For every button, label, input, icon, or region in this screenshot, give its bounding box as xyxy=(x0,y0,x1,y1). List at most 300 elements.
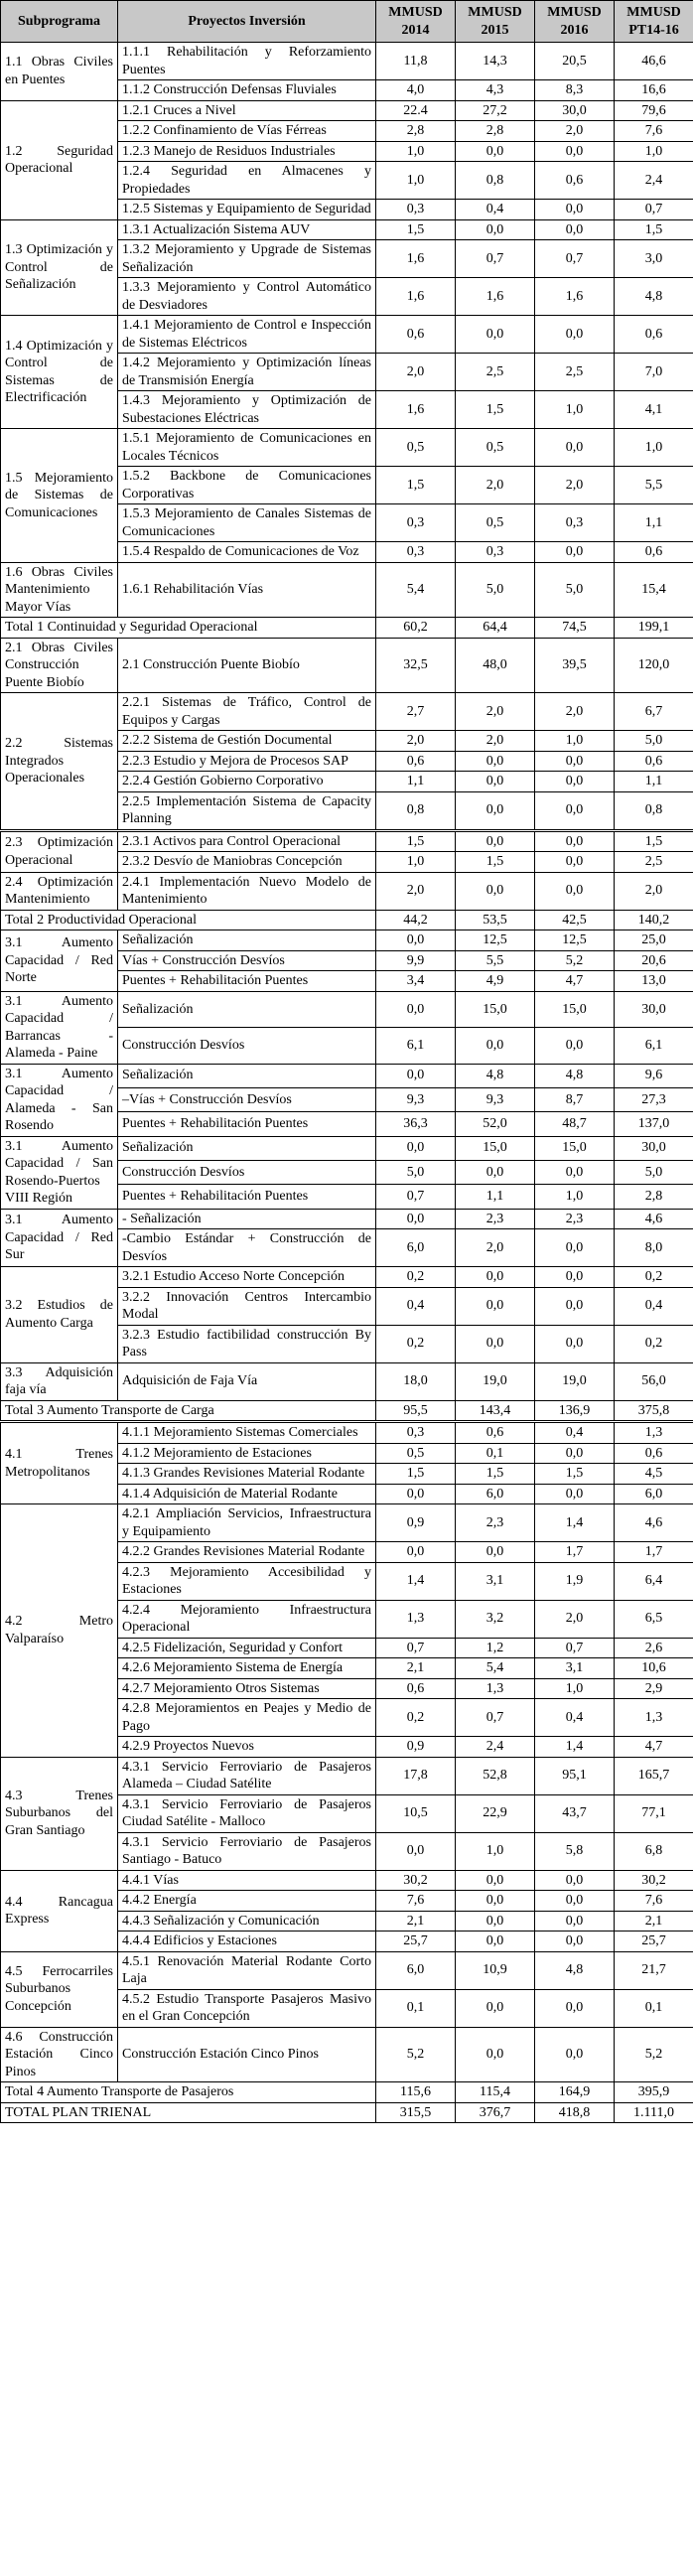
value-cell: 8,3 xyxy=(535,80,615,101)
value-cell: 1,1 xyxy=(615,772,693,792)
subprogram-cell: 2.2 Sistemas Integrados Operacionales xyxy=(1,693,118,831)
project-cell: Puentes + Rehabilitación Puentes xyxy=(118,971,376,992)
value-cell: 1,3 xyxy=(615,1699,693,1737)
value-cell: 4,8 xyxy=(535,1064,615,1087)
value-cell: 2,0 xyxy=(535,121,615,142)
value-cell: 25,7 xyxy=(376,1932,456,1952)
value-cell: 1,6 xyxy=(376,391,456,429)
value-cell: 12,5 xyxy=(456,930,535,951)
total-value: 115,6 xyxy=(376,2082,456,2103)
value-cell: 0,3 xyxy=(376,542,456,563)
value-cell: 4,7 xyxy=(615,1737,693,1758)
value-cell: 0,6 xyxy=(615,1443,693,1464)
project-cell: –Vías + Construcción Desvíos xyxy=(118,1087,376,1111)
value-cell: 2,0 xyxy=(376,872,456,910)
value-cell: 0,0 xyxy=(535,1267,615,1288)
project-cell: 1.3.2 Mejoramiento y Upgrade de Sistemas Señalización xyxy=(118,240,376,278)
value-cell: 1,5 xyxy=(376,467,456,504)
total-label: Total 3 Aumento Transporte de Carga xyxy=(1,1400,376,1422)
value-cell: 120,0 xyxy=(615,638,693,693)
grand-total-row xyxy=(1,2102,693,2123)
value-cell: 0,0 xyxy=(376,1136,456,1160)
value-cell: 11,8 xyxy=(376,43,456,80)
value-cell: 1,4 xyxy=(535,1737,615,1758)
value-cell: 0,6 xyxy=(615,542,693,563)
value-cell: 1,0 xyxy=(615,141,693,162)
table-row xyxy=(1,43,693,80)
value-cell: 5,2 xyxy=(615,2027,693,2082)
value-cell: 0,0 xyxy=(535,1911,615,1932)
value-cell: 2,9 xyxy=(615,1678,693,1699)
value-cell: 0,0 xyxy=(535,316,615,354)
value-cell: 0,5 xyxy=(376,429,456,467)
value-cell: 0,0 xyxy=(535,1325,615,1362)
project-cell: 2.3.2 Desvío de Maniobras Concepción xyxy=(118,852,376,873)
value-cell: 1,3 xyxy=(456,1678,535,1699)
table-row xyxy=(1,2027,693,2082)
value-cell: 2,0 xyxy=(535,693,615,731)
value-cell: 19,0 xyxy=(535,1362,615,1400)
table-row xyxy=(1,1951,693,1989)
value-cell: 0,0 xyxy=(535,1028,615,1065)
value-cell: 165,7 xyxy=(615,1757,693,1794)
value-cell: 10,5 xyxy=(376,1794,456,1832)
value-cell: 2,6 xyxy=(615,1638,693,1658)
subprogram-cell: 4.6 Construcción Estación Cinco Pinos xyxy=(1,2027,118,2082)
value-cell: 15,0 xyxy=(456,991,535,1028)
subprogram-cell: 1.3 Optimización y Control de Señalización xyxy=(1,219,118,316)
value-cell: 1,6 xyxy=(456,278,535,316)
value-cell: 1,4 xyxy=(535,1504,615,1542)
value-cell: 1,0 xyxy=(535,391,615,429)
value-cell: 1,5 xyxy=(535,1464,615,1485)
value-cell: 2,0 xyxy=(456,467,535,504)
value-cell: 0,0 xyxy=(535,1484,615,1504)
table-row xyxy=(1,219,693,240)
value-cell: 77,1 xyxy=(615,1794,693,1832)
table-row xyxy=(1,1064,693,1087)
value-cell: 0,0 xyxy=(376,930,456,951)
value-cell: 2,3 xyxy=(456,1504,535,1542)
total-row xyxy=(1,2082,693,2103)
subprogram-cell: 3.1 Aumento Capacidad / San Rosendo-Puertos VIII Región xyxy=(1,1136,118,1209)
value-cell: 0,0 xyxy=(535,1870,615,1891)
value-cell: 0,0 xyxy=(456,1989,535,2027)
value-cell: 0,0 xyxy=(535,1229,615,1267)
value-cell: 5,8 xyxy=(535,1832,615,1870)
value-cell: 20,6 xyxy=(615,950,693,971)
value-cell: 0,6 xyxy=(376,1678,456,1699)
value-cell: 0,8 xyxy=(376,791,456,830)
value-cell: 22,9 xyxy=(456,1794,535,1832)
table-body xyxy=(1,43,693,2123)
value-cell: 0,6 xyxy=(376,316,456,354)
value-cell: 6,7 xyxy=(615,693,693,731)
value-cell: 0,7 xyxy=(535,240,615,278)
subprogram-cell: 1.5 Mejoramiento de Sistemas de Comunicaciones xyxy=(1,429,118,563)
value-cell: 0,5 xyxy=(456,504,535,542)
table-row xyxy=(1,830,693,852)
value-cell: 3,1 xyxy=(535,1658,615,1679)
value-cell: 4,6 xyxy=(615,1504,693,1542)
value-cell: 2,8 xyxy=(376,121,456,142)
project-cell: 4.2.9 Proyectos Nuevos xyxy=(118,1737,376,1758)
value-cell: 2,0 xyxy=(615,872,693,910)
project-cell: Puentes + Rehabilitación Puentes xyxy=(118,1185,376,1209)
value-cell: 0,0 xyxy=(535,791,615,830)
value-cell: 0,3 xyxy=(376,1422,456,1444)
value-cell: 0,1 xyxy=(376,1989,456,2027)
project-cell: Vías + Construcción Desvíos xyxy=(118,950,376,971)
value-cell: 2,0 xyxy=(456,693,535,731)
subprogram-cell: 2.3 Optimización Operacional xyxy=(1,830,118,872)
value-cell: 8,0 xyxy=(615,1229,693,1267)
value-cell: 0,0 xyxy=(535,542,615,563)
project-cell: Señalización xyxy=(118,930,376,951)
subprogram-cell: 3.2 Estudios de Aumento Carga xyxy=(1,1267,118,1363)
project-cell: 4.3.1 Servicio Ferroviario de Pasajeros Alameda – Ciudad Satélite xyxy=(118,1757,376,1794)
subprogram-cell: 4.1 Trenes Metropolitanos xyxy=(1,1422,118,1504)
value-cell: 30,2 xyxy=(376,1870,456,1891)
total-value: 395,9 xyxy=(615,2082,693,2103)
value-cell: 0,1 xyxy=(456,1443,535,1464)
value-cell: 7,0 xyxy=(615,354,693,391)
value-cell: 3,1 xyxy=(456,1562,535,1600)
project-cell: 2.4.1 Implementación Nuevo Modelo de Mantenimiento xyxy=(118,872,376,910)
project-cell: Adquisición de Faja Vía xyxy=(118,1362,376,1400)
subprogram-cell: 1.1 Obras Civiles en Puentes xyxy=(1,43,118,101)
project-cell: 4.3.1 Servicio Ferroviario de Pasajeros Santiago - Batuco xyxy=(118,1832,376,1870)
value-cell: 0,4 xyxy=(376,1287,456,1325)
value-cell: 2,8 xyxy=(456,121,535,142)
value-cell: 5,0 xyxy=(456,562,535,618)
project-cell: 2.2.5 Implementación Sistema de Capacity Planning xyxy=(118,791,376,830)
table-row xyxy=(1,1209,693,1229)
value-cell: 1,4 xyxy=(376,1562,456,1600)
total-value: 64,4 xyxy=(456,618,535,639)
value-cell: 5,5 xyxy=(615,467,693,504)
value-cell: 0,0 xyxy=(456,1325,535,1362)
table-row xyxy=(1,316,693,354)
value-cell: 9,3 xyxy=(376,1087,456,1111)
value-cell: 0,7 xyxy=(376,1185,456,1209)
value-cell: 0,0 xyxy=(456,872,535,910)
value-cell: 2,3 xyxy=(456,1209,535,1229)
value-cell: 0,0 xyxy=(376,1542,456,1563)
value-cell: 2,5 xyxy=(456,354,535,391)
total-label: Total 4 Aumento Transporte de Pasajeros xyxy=(1,2082,376,2103)
value-cell: 1,6 xyxy=(376,240,456,278)
value-cell: 79,6 xyxy=(615,100,693,121)
value-cell: 1,5 xyxy=(615,219,693,240)
value-cell: 0,6 xyxy=(376,751,456,772)
value-cell: 0,0 xyxy=(456,316,535,354)
value-cell: 0,0 xyxy=(535,219,615,240)
value-cell: 7,6 xyxy=(376,1891,456,1912)
value-cell: 9,3 xyxy=(456,1087,535,1111)
value-cell: 1,3 xyxy=(615,1422,693,1444)
value-cell: 0,4 xyxy=(535,1699,615,1737)
value-cell: 6,8 xyxy=(615,1832,693,1870)
table-row xyxy=(1,1362,693,1400)
total-label: TOTAL PLAN TRIENAL xyxy=(1,2102,376,2123)
value-cell: 27,2 xyxy=(456,100,535,121)
value-cell: 0,3 xyxy=(376,504,456,542)
value-cell: 5,0 xyxy=(615,731,693,752)
value-cell: 52,0 xyxy=(456,1112,535,1136)
value-cell: 1,7 xyxy=(535,1542,615,1563)
project-cell: 1.5.1 Mejoramiento de Comunicaciones en Locales Técnicos xyxy=(118,429,376,467)
table-row xyxy=(1,1870,693,1891)
value-cell: 14,3 xyxy=(456,43,535,80)
value-cell: 52,8 xyxy=(456,1757,535,1794)
project-cell: 1.3.1 Actualización Sistema AUV xyxy=(118,219,376,240)
project-cell: 1.1.1 Rehabilitación y Reforzamiento Puentes xyxy=(118,43,376,80)
value-cell: 2,0 xyxy=(456,731,535,752)
project-cell: 4.2.2 Grandes Revisiones Material Rodante xyxy=(118,1542,376,1563)
subprogram-cell: 4.4 Rancagua Express xyxy=(1,1870,118,1951)
total-value: 418,8 xyxy=(535,2102,615,2123)
value-cell: 2,4 xyxy=(615,162,693,200)
project-cell: 4.2.7 Mejoramiento Otros Sistemas xyxy=(118,1678,376,1699)
total-value: 199,1 xyxy=(615,618,693,639)
value-cell: 0,0 xyxy=(456,1911,535,1932)
value-cell: 6,0 xyxy=(456,1484,535,1504)
value-cell: 4,3 xyxy=(456,80,535,101)
value-cell: 0,0 xyxy=(535,830,615,852)
value-cell: 22.4 xyxy=(376,100,456,121)
value-cell: 1,5 xyxy=(615,830,693,852)
subprogram-cell: 1.6 Obras Civiles Mantenimiento Mayor Vías xyxy=(1,562,118,618)
value-cell: 2,0 xyxy=(456,1229,535,1267)
value-cell: 4,7 xyxy=(535,971,615,992)
value-cell: 0,7 xyxy=(535,1638,615,1658)
value-cell: 95,1 xyxy=(535,1757,615,1794)
project-cell: 4.4.2 Energía xyxy=(118,1891,376,1912)
value-cell: 0,4 xyxy=(615,1287,693,1325)
table-row xyxy=(1,1504,693,1542)
total-value: 315,5 xyxy=(376,2102,456,2123)
value-cell: 2,8 xyxy=(615,1185,693,1209)
value-cell: 15,0 xyxy=(535,1136,615,1160)
value-cell: 1,5 xyxy=(376,1464,456,1485)
value-cell: 1,3 xyxy=(376,1600,456,1638)
value-cell: 2,4 xyxy=(456,1737,535,1758)
table-row xyxy=(1,930,693,951)
project-cell: 4.1.2 Mejoramiento de Estaciones xyxy=(118,1443,376,1464)
project-cell: Construcción Estación Cinco Pinos xyxy=(118,2027,376,2082)
value-cell: 16,6 xyxy=(615,80,693,101)
project-cell: 4.5.2 Estudio Transporte Pasajeros Masivo en el Gran Concepción xyxy=(118,1989,376,2027)
total-label: Total 1 Continuidad y Seguridad Operacional xyxy=(1,618,376,639)
value-cell: 5,4 xyxy=(456,1658,535,1679)
value-cell: 9,6 xyxy=(615,1064,693,1087)
project-cell: 2.2.4 Gestión Gobierno Corporativo xyxy=(118,772,376,792)
value-cell: 0,5 xyxy=(376,1443,456,1464)
value-cell: 0,9 xyxy=(376,1737,456,1758)
value-cell: 13,0 xyxy=(615,971,693,992)
subprogram-cell: 2.4 Optimización Mantenimiento xyxy=(1,872,118,910)
value-cell: 0,2 xyxy=(376,1325,456,1362)
subprogram-cell: 3.3 Adquisición faja vía xyxy=(1,1362,118,1400)
total-label: Total 2 Productividad Operacional xyxy=(1,910,376,930)
value-cell: 1,5 xyxy=(456,1464,535,1485)
value-cell: 1,5 xyxy=(456,391,535,429)
project-cell: 4.4.1 Vías xyxy=(118,1870,376,1891)
value-cell: 0,2 xyxy=(615,1325,693,1362)
project-cell: 1.5.3 Mejoramiento de Canales Sistemas de Comunicaciones xyxy=(118,504,376,542)
value-cell: 0,0 xyxy=(456,1287,535,1325)
subprogram-cell: 4.5 Ferrocarriles Suburbanos Concepción xyxy=(1,1951,118,2027)
value-cell: 0,1 xyxy=(615,1989,693,2027)
project-cell: 3.2.2 Innovación Centros Intercambio Modal xyxy=(118,1287,376,1325)
project-cell: 2.2.2 Sistema de Gestión Documental xyxy=(118,731,376,752)
value-cell: 39,5 xyxy=(535,638,615,693)
project-cell: 1.1.2 Construcción Defensas Fluviales xyxy=(118,80,376,101)
total-value: 375,8 xyxy=(615,1400,693,1422)
value-cell: 10,9 xyxy=(456,1951,535,1989)
project-cell: Señalización xyxy=(118,991,376,1028)
value-cell: 21,7 xyxy=(615,1951,693,1989)
value-cell: 2,0 xyxy=(376,731,456,752)
value-cell: 3,2 xyxy=(456,1600,535,1638)
value-cell: 0,0 xyxy=(456,1160,535,1184)
value-cell: 6,5 xyxy=(615,1600,693,1638)
project-cell: 1.5.4 Respaldo de Comunicaciones de Voz xyxy=(118,542,376,563)
project-cell: 4.2.4 Mejoramiento Infraestructura Operacional xyxy=(118,1600,376,1638)
value-cell: 0,3 xyxy=(535,504,615,542)
column-header-subprograma: Subprograma xyxy=(1,1,118,43)
value-cell: 2,0 xyxy=(535,467,615,504)
value-cell: 6,4 xyxy=(615,1562,693,1600)
value-cell: 0,0 xyxy=(535,1160,615,1184)
value-cell: 0,0 xyxy=(535,429,615,467)
value-cell: 1,6 xyxy=(376,278,456,316)
value-cell: 5,0 xyxy=(615,1160,693,1184)
value-cell: 1,5 xyxy=(376,830,456,852)
project-cell: Construcción Desvíos xyxy=(118,1028,376,1065)
value-cell: 0,0 xyxy=(535,200,615,220)
value-cell: 15,0 xyxy=(456,1136,535,1160)
total-value: 44,2 xyxy=(376,910,456,930)
value-cell: 0,0 xyxy=(456,1932,535,1952)
value-cell: 1,0 xyxy=(535,1185,615,1209)
project-cell: 4.2.1 Ampliación Servicios, Infraestructura y Equipamiento xyxy=(118,1504,376,1542)
value-cell: 5,2 xyxy=(535,950,615,971)
value-cell: 0,0 xyxy=(456,1891,535,1912)
value-cell: 2,1 xyxy=(376,1658,456,1679)
total-row xyxy=(1,910,693,930)
value-cell: 6,0 xyxy=(615,1484,693,1504)
value-cell: 1,0 xyxy=(535,1678,615,1699)
project-cell: 1.2.4 Seguridad en Almacenes y Propiedades xyxy=(118,162,376,200)
value-cell: 30,0 xyxy=(535,100,615,121)
project-cell: 4.4.3 Señalización y Comunicación xyxy=(118,1911,376,1932)
value-cell: 5,5 xyxy=(456,950,535,971)
value-cell: 0,0 xyxy=(535,872,615,910)
value-cell: 1,0 xyxy=(376,162,456,200)
value-cell: 0,0 xyxy=(535,2027,615,2082)
table-row xyxy=(1,872,693,910)
value-cell: 17,8 xyxy=(376,1757,456,1794)
value-cell: 4,8 xyxy=(615,278,693,316)
project-cell: 2.2.3 Estudio y Mejora de Procesos SAP xyxy=(118,751,376,772)
value-cell: 1,9 xyxy=(535,1562,615,1600)
value-cell: 46,6 xyxy=(615,43,693,80)
value-cell: 0,0 xyxy=(456,830,535,852)
value-cell: 25,7 xyxy=(615,1932,693,1952)
value-cell: 6,0 xyxy=(376,1951,456,1989)
total-value: 115,4 xyxy=(456,2082,535,2103)
value-cell: 0,0 xyxy=(535,141,615,162)
subprogram-cell: 2.1 Obras Civiles Construcción Puente Biobío xyxy=(1,638,118,693)
value-cell: 3,4 xyxy=(376,971,456,992)
value-cell: 18,0 xyxy=(376,1362,456,1400)
project-cell: 2.1 Construcción Puente Biobío xyxy=(118,638,376,693)
project-cell: 4.2.5 Fidelización, Seguridad y Confort xyxy=(118,1638,376,1658)
project-cell: Señalización xyxy=(118,1136,376,1160)
project-cell: 3.2.1 Estudio Acceso Norte Concepción xyxy=(118,1267,376,1288)
value-cell: 1,5 xyxy=(456,852,535,873)
value-cell: 0,0 xyxy=(535,1989,615,2027)
value-cell: 0,7 xyxy=(376,1638,456,1658)
total-value: 140,2 xyxy=(615,910,693,930)
subprogram-cell: 1.4 Optimización y Control de Sistemas de Electrificación xyxy=(1,316,118,429)
value-cell: 12,5 xyxy=(535,930,615,951)
value-cell: 5,0 xyxy=(376,1160,456,1184)
total-value: 74,5 xyxy=(535,618,615,639)
total-row xyxy=(1,1400,693,1422)
project-cell: 1.2.5 Sistemas y Equipamiento de Seguridad xyxy=(118,200,376,220)
value-cell: 0,2 xyxy=(615,1267,693,1288)
value-cell: 0,2 xyxy=(376,1699,456,1737)
value-cell: 6,0 xyxy=(376,1229,456,1267)
table-row xyxy=(1,693,693,731)
value-cell: 0,5 xyxy=(456,429,535,467)
project-cell: 1.4.1 Mejoramiento de Control e Inspección de Sistemas Eléctricos xyxy=(118,316,376,354)
value-cell: 5,0 xyxy=(535,562,615,618)
table-row xyxy=(1,638,693,693)
column-header-mmusd-2016: MMUSD 2016 xyxy=(535,1,615,43)
value-cell: 32,5 xyxy=(376,638,456,693)
value-cell: 0,0 xyxy=(456,1028,535,1065)
subprogram-cell: 3.1 Aumento Capacidad / Alameda - San Rosendo xyxy=(1,1064,118,1136)
value-cell: 0,0 xyxy=(456,751,535,772)
project-cell: 1.5.2 Backbone de Comunicaciones Corporativas xyxy=(118,467,376,504)
total-value: 376,7 xyxy=(456,2102,535,2123)
table-row xyxy=(1,429,693,467)
project-cell: 4.2.6 Mejoramiento Sistema de Energía xyxy=(118,1658,376,1679)
value-cell: 0,0 xyxy=(376,1832,456,1870)
table-row xyxy=(1,1757,693,1794)
value-cell: 7,6 xyxy=(615,121,693,142)
value-cell: 0,0 xyxy=(456,219,535,240)
table-row xyxy=(1,562,693,618)
value-cell: 20,5 xyxy=(535,43,615,80)
value-cell: 4,9 xyxy=(456,971,535,992)
value-cell: 2,0 xyxy=(376,354,456,391)
project-cell: - Señalización xyxy=(118,1209,376,1229)
value-cell: 1,2 xyxy=(456,1638,535,1658)
project-cell: 1.2.2 Confinamiento de Vías Férreas xyxy=(118,121,376,142)
value-cell: 56,0 xyxy=(615,1362,693,1400)
value-cell: 0,4 xyxy=(456,200,535,220)
value-cell: 0,4 xyxy=(535,1422,615,1444)
value-cell: 0,0 xyxy=(456,791,535,830)
value-cell: 4,1 xyxy=(615,391,693,429)
value-cell: 2,5 xyxy=(535,354,615,391)
value-cell: 0,0 xyxy=(456,141,535,162)
